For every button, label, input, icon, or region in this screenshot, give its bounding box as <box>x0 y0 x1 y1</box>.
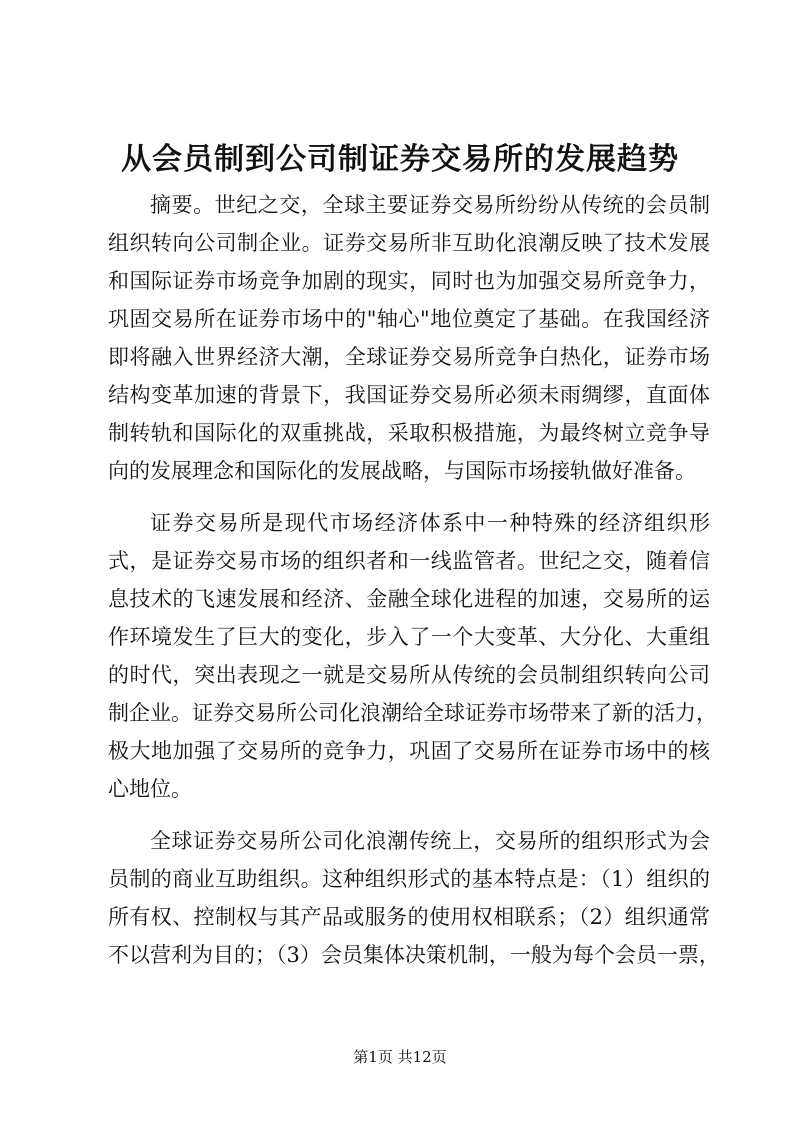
paragraph-line: 即将融入世界经济大潮，全球证券交易所竞争白热化，证券市场 <box>108 345 710 369</box>
paragraph-gap <box>108 490 710 504</box>
paragraph-line: 员制的商业互助组织。这种组织形式的基本特点是：（1）组织的 <box>108 867 710 891</box>
paragraph-line: 极大地加强了交易所的竞争力，巩固了交易所在证券市场中的核 <box>108 739 710 763</box>
paragraph-line: 巩固交易所在证券市场中的"轴心"地位奠定了基础。在我国经济 <box>108 307 710 331</box>
paragraph-exchange-definition <box>108 504 717 808</box>
document-body <box>108 186 720 974</box>
paragraph-line: 和国际证券市场竞争加剧的现实，同时也为加强交易所竞争力， <box>108 269 710 293</box>
paragraph-line: 不以营利为目的；（3）会员集体决策机制，一般为每个会员一票， <box>108 943 720 967</box>
paragraph-line: 息技术的飞速发展和经济、金融全球化进程的加速，交易所的运 <box>108 587 710 611</box>
paragraph-line: 所有权、控制权与其产品或服务的使用权相联系；（2）组织通常 <box>108 905 710 929</box>
page-number-footer: 第1页 共12页 <box>353 1048 447 1066</box>
paragraph-line: 全球证券交易所公司化浪潮传统上，交易所的组织形式为会 <box>150 829 710 853</box>
paragraph-line: 作环境发生了巨大的变化，步入了一个大变革、大分化、大重组 <box>108 625 710 649</box>
paragraph-line: 组织转向公司制企业。证券交易所非互助化浪潮反映了技术发展 <box>108 231 710 255</box>
paragraph-abstract <box>108 186 710 490</box>
paragraph-line: 制企业。证券交易所公司化浪潮给全球证券市场带来了新的活力， <box>108 701 717 725</box>
paragraph-line: 摘要。世纪之交，全球主要证券交易所纷纷从传统的会员制 <box>150 193 710 217</box>
paragraph-line: 证券交易所是现代市场经济体系中一种特殊的经济组织形 <box>150 511 710 535</box>
paragraph-line: 的时代，突出表现之一就是交易所从传统的会员制组织转向公司 <box>108 663 710 687</box>
paragraph-line: 制转轨和国际化的双重挑战，采取积极措施，为最终树立竞争导 <box>108 421 710 445</box>
paragraph-line: 结构变革加速的背景下，我国证券交易所必须未雨绸缪，直面体 <box>108 383 710 407</box>
paragraph-line: 式，是证券交易市场的组织者和一线监管者。世纪之交，随着信 <box>108 549 710 573</box>
paragraph-gap <box>108 808 710 822</box>
paragraph-line: 心地位。 <box>108 777 192 801</box>
paragraph-line: 向的发展理念和国际化的发展战略，与国际市场接轨做好准备。 <box>108 459 696 483</box>
document-title: 从会员制到公司制证券交易所的发展趋势 <box>121 142 679 177</box>
paragraph-corporatization-wave <box>108 822 720 974</box>
